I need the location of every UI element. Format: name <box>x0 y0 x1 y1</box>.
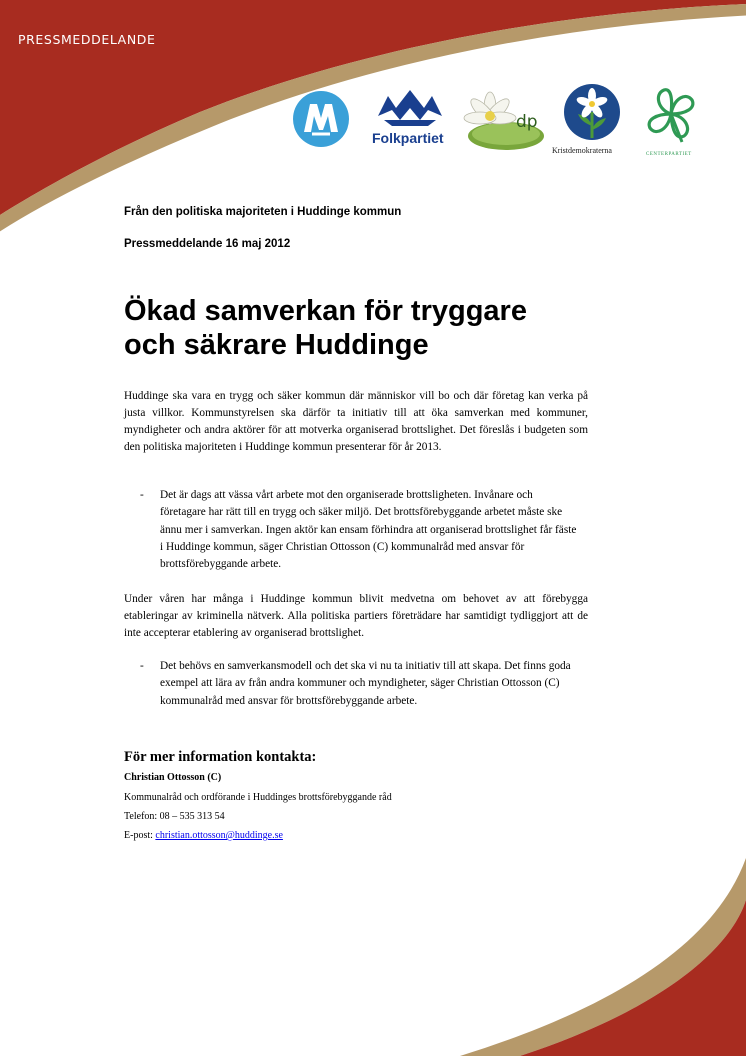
contact-phone: Telefon: 08 – 535 313 54 <box>124 811 225 822</box>
quote-2 <box>124 658 588 710</box>
party-logos <box>290 80 710 160</box>
centerpartiet-logo <box>640 84 702 144</box>
paragraph-intro: Huddinge ska vara en trygg och säker kommun där människor vill bo och där företag kan verka på justa villkor. Kommunstyrelsen ska därför ta initiativ till att öka samverkan med kommuner, myndigheter och andra aktörer för att motverka organiserad brottslighet. Det föreslås i budgeten som den politiska majoriteten i Huddinge kommun presenterar för år 2013. <box>124 390 588 453</box>
kristdemokraterna-logo <box>560 82 624 142</box>
kristdemokraterna-label: Kristdemokraterna <box>552 146 612 155</box>
headline-line-1: Ökad samverkan för tryggare <box>124 295 527 327</box>
contact-title: Kommunalråd och ordförande i Huddinges brottsförebyggande råd <box>124 792 392 803</box>
miljopartiet-label: dp <box>516 112 538 132</box>
contact-heading: För mer information kontakta: <box>124 749 317 765</box>
folkpartiet-label: Folkpartiet <box>372 130 444 146</box>
quote-1 <box>124 487 588 573</box>
headline-line-2: och säkrare Huddinge <box>124 329 429 361</box>
quote-2-text: Det behövs en samverkansmodell och det ska vi nu ta initiativ till att skapa. Det finns goda exempel att lära av från andra kommuner och myndigheter, säger Christian Ottosson (C) kommunalråd med ansvar för brottsförebyggande arbete. <box>160 660 571 707</box>
quote-2-dash: - <box>140 660 144 672</box>
contact-name: Christian Ottosson (C) <box>124 772 222 783</box>
paragraph-context: Under våren har många i Huddinge kommun blivit medvetna om behovet av att förebygga etableringar av kriminella nätverk. Alla politiska partiers företrädare har samtidigt tydliggjort att de inte accepterar etablering av organiserad brottslighet. <box>124 593 588 639</box>
quote-1-text: Det är dags att vässa vårt arbete mot den organiserade brottsligheten. Invånare och företagare har rätt till en trygg och säker miljö. Det brottsförebyggande arbetet måste ske ännu mer i samverkan. Ingen aktör kan ensam förhindra att organiserad brottslighet får fäste i Huddinge kommun, säger Christian Ottosson (C) kommunalråd med ansvar för brottsförebyggande arbete. <box>160 489 577 571</box>
contact-email-prefix: E-post: <box>124 830 156 841</box>
quote-1-dash: - <box>140 489 144 501</box>
headline <box>124 294 624 362</box>
document-type-label: PRESSMEDDELANDE <box>18 32 156 47</box>
contact-email-link[interactable]: christian.ottosson@huddinge.se <box>155 830 283 841</box>
moderaterna-logo <box>292 90 350 148</box>
source-line: Från den politiska majoriteten i Huddinge kommun <box>124 206 402 218</box>
date-line: Pressmeddelande 16 maj 2012 <box>124 238 291 250</box>
contact-email-line <box>124 830 283 841</box>
centerpartiet-label: CENTERPARTIET <box>646 152 692 157</box>
